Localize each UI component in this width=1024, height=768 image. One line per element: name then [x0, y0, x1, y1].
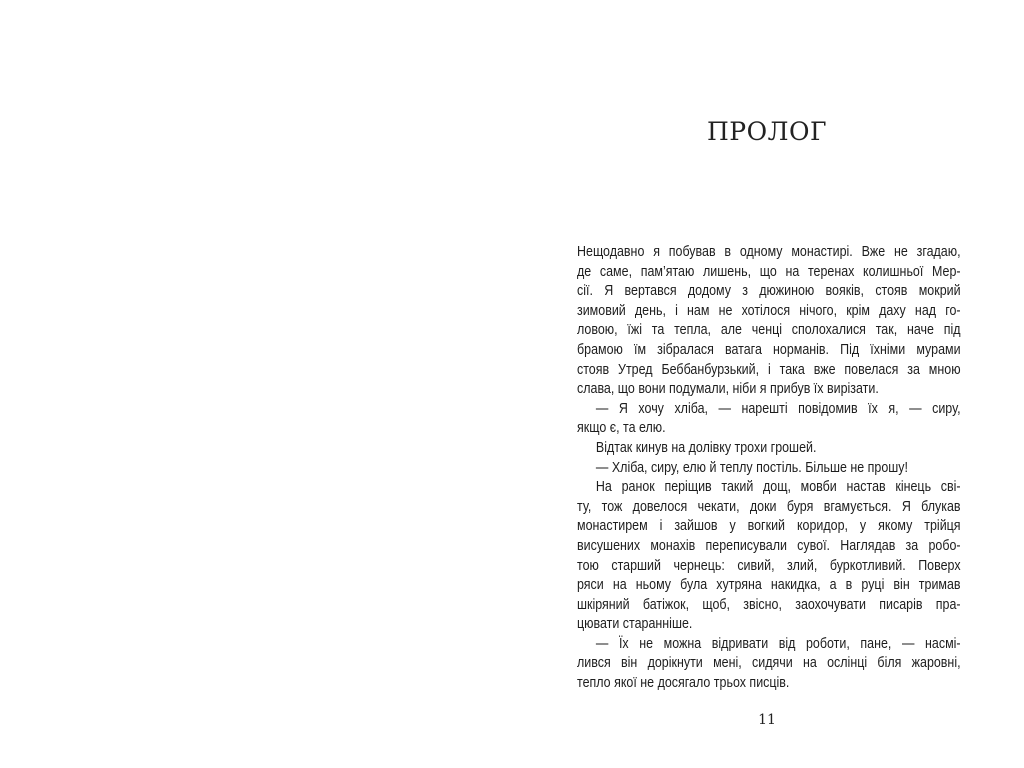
text-line: лився він дорікнути мені, сидячи на ослінці біля жаровні,: [577, 655, 961, 672]
text-line: — Я хочу хліба, — нарешті повідомив їх я, — сиру,: [595, 400, 961, 417]
chapter-title: ПРОЛОГ: [706, 117, 828, 146]
text-line: Нещодавно я побував в одному монастирі. Вже не згадаю,: [577, 244, 961, 260]
text-line: ловою, їжі та тепла, але ченці сполохалися так, наче під: [577, 322, 961, 339]
text-line: зимовий день, і нам не хотілося нічого, крім даху над го-: [577, 302, 961, 319]
text-line: брамою їм зібралася ватага норманів. Під їхніми мурами: [577, 341, 961, 358]
text-line: — Їх не можна відривати від роботи, пане, — насмі-: [595, 635, 961, 652]
text-line: — Хліба, сиру, елю й теплу постіль. Більше не прошу!: [595, 459, 908, 476]
text-line: ту, тож довелося чекати, доки буря вгамується. Я блукав: [577, 498, 961, 515]
text-line: сії. Я вертався додому з дюжиною вояків, стояв мокрий: [577, 283, 961, 300]
text-line: слава, що вони подумали, ніби я прибув їх вирізати.: [577, 381, 879, 398]
text-line: де саме, пам’ятаю лишень, що на теренах колишньої Мер-: [577, 263, 961, 280]
right-page: [512, 0, 1024, 768]
page-number: 11: [758, 712, 776, 728]
text-line: тою старший чернець: сивий, злий, буркотливий. Поверх: [577, 557, 961, 574]
text-line: якщо є, та елю.: [577, 420, 666, 437]
text-line: шкіряний батіжок, щоб, звісно, заохочувати писарів пра-: [577, 596, 961, 613]
text-line: Відтак кинув на долівку трохи грошей.: [595, 439, 817, 456]
text-line: тепло якої не досягало трьох писців.: [577, 675, 790, 692]
text-line: висушених монахів переписували сувої. Наглядав за робо-: [577, 537, 961, 554]
text-line: монастирем і зайшов у вогкий коридор, у якому трійця: [577, 518, 961, 535]
text-line: стояв Утред Беббанбурзький, і така вже повелася за мною: [577, 361, 961, 378]
text-line: На ранок періщив такий дощ, мовби настав кінець сві-: [595, 479, 961, 496]
text-line: ряси на ньому була хутряна накидка, а в руці він тримав: [577, 577, 961, 594]
text-line: цювати старанніше.: [577, 616, 693, 633]
body-text: [577, 243, 961, 694]
